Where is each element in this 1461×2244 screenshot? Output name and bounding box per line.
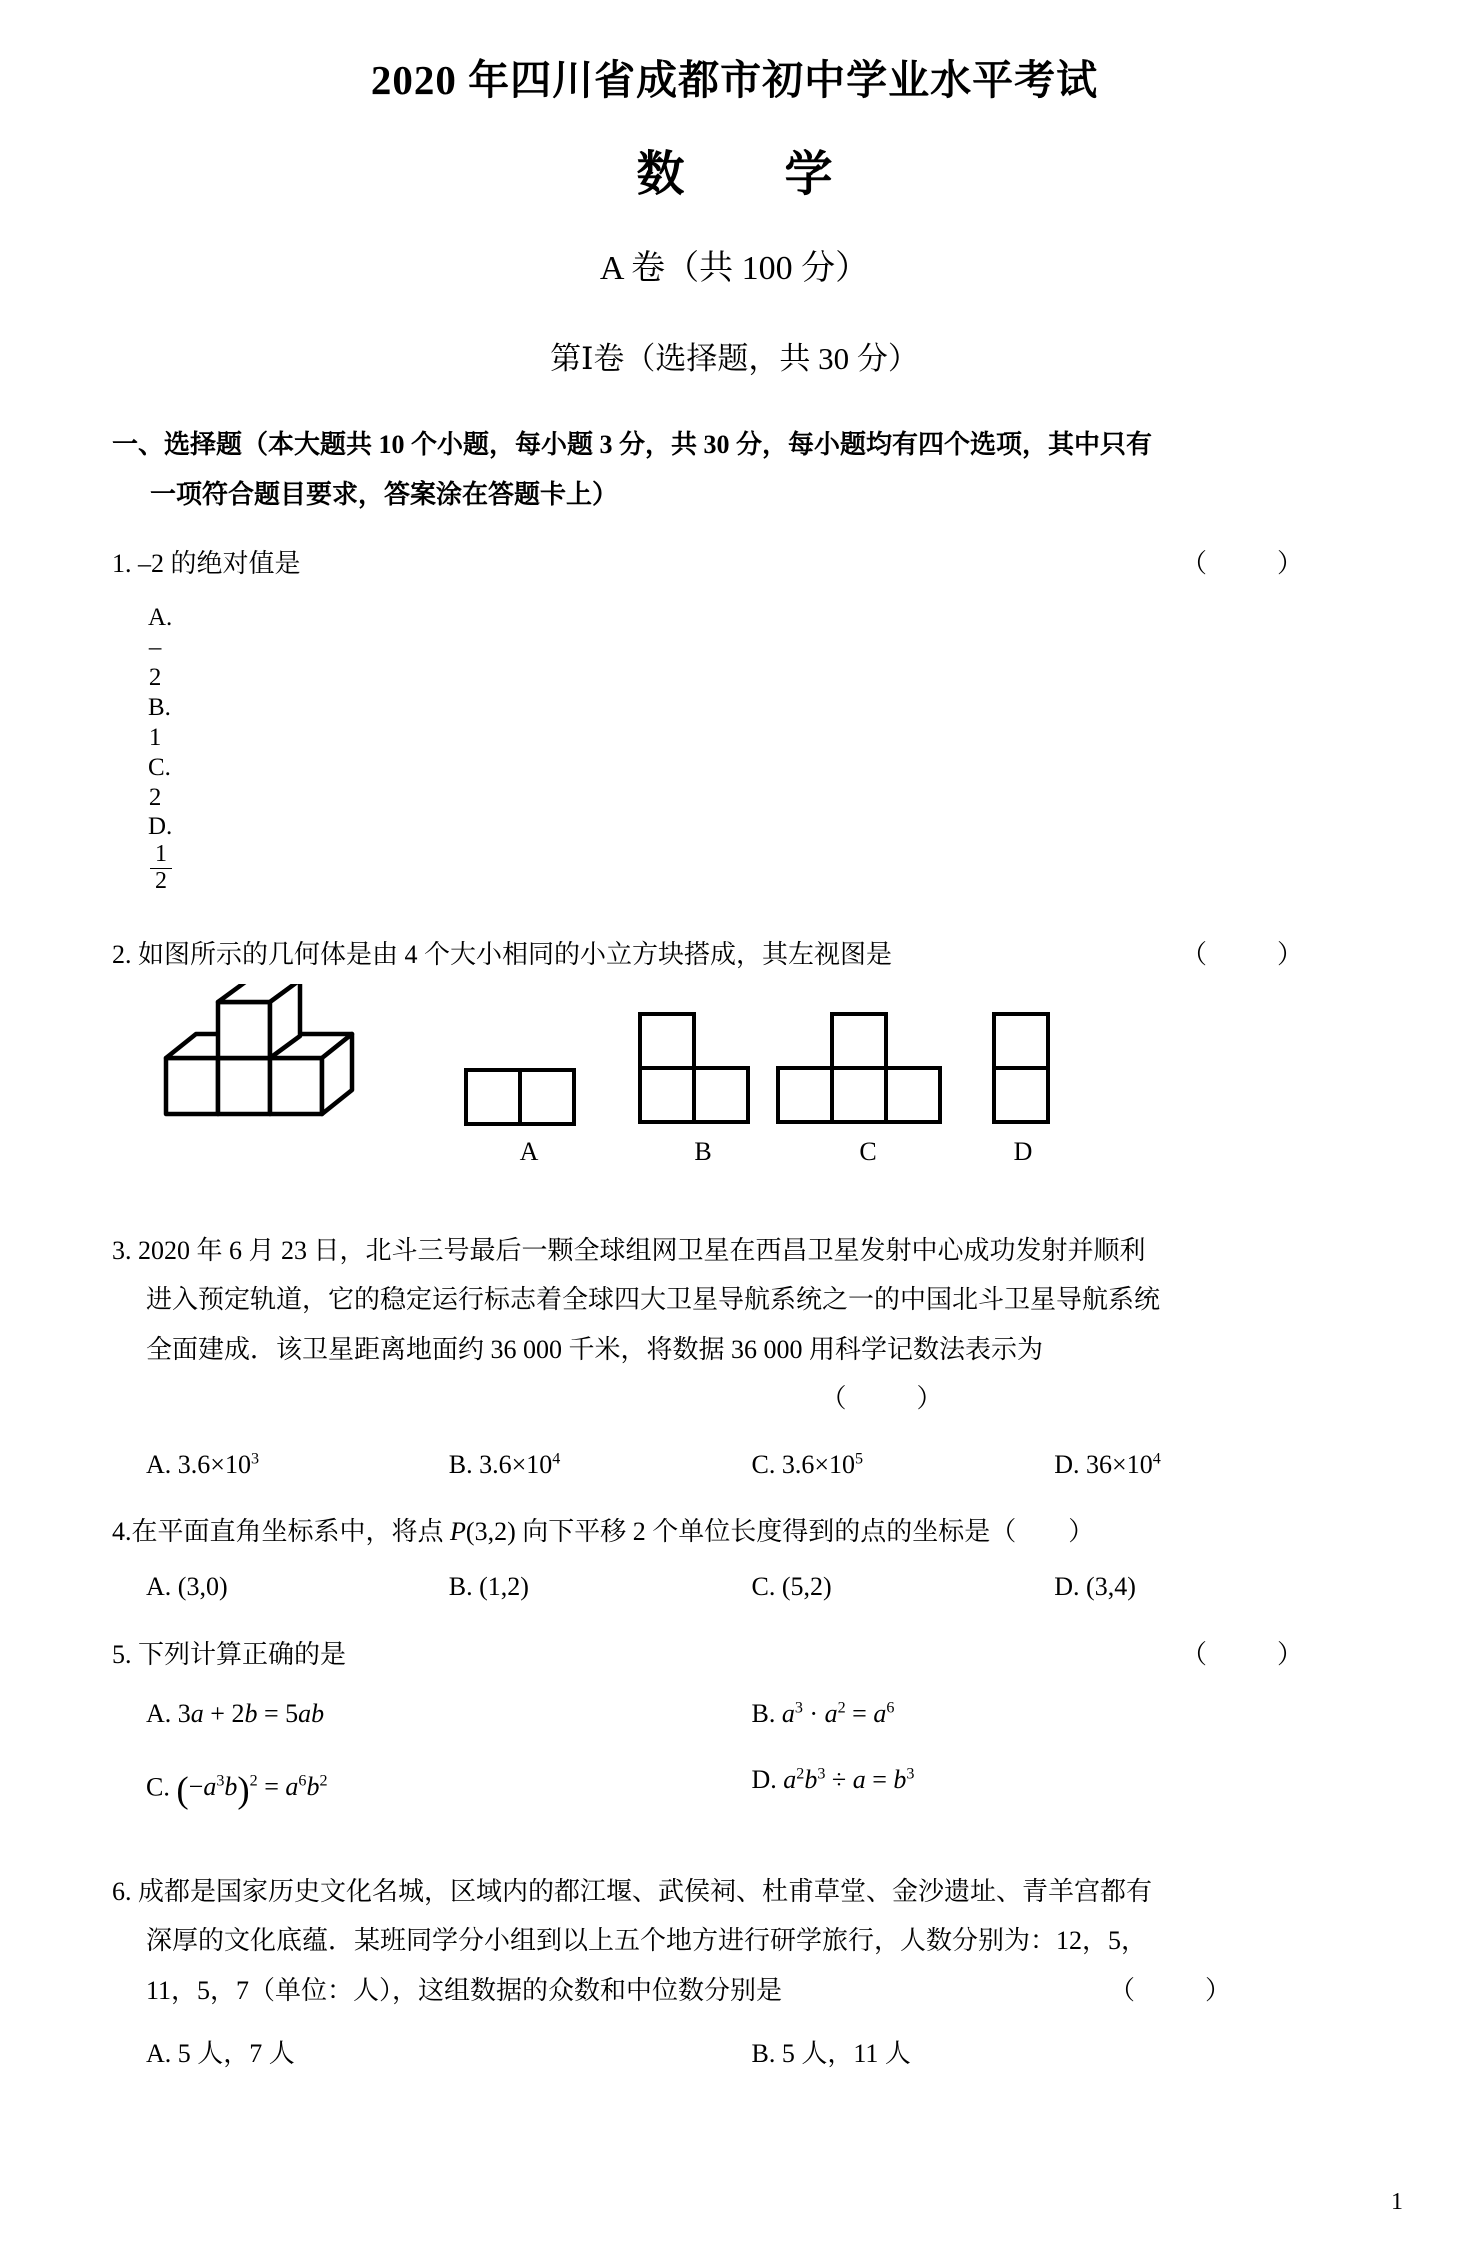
question-5-option-d[interactable] <box>752 1755 1358 1825</box>
square-cell <box>830 1012 888 1070</box>
question-6-option-a[interactable] <box>146 2029 752 2078</box>
question-2-number: 2. <box>112 939 132 969</box>
option-b-label: B. <box>448 1572 473 1602</box>
figure-label-b: B <box>694 1136 712 1166</box>
question-6-text-3: 11，5，7（单位：人），这组数据的众数和中位数分别是 <box>146 1975 783 2005</box>
section-instruction <box>112 420 1357 520</box>
question-1 <box>112 539 1357 903</box>
figure-label-c: C <box>859 1136 877 1166</box>
option-a-exponent: 3 <box>250 1449 260 1467</box>
figure-label-a: A <box>519 1136 539 1166</box>
option-a-label: A. <box>146 1572 172 1602</box>
question-5-options-row-1 <box>112 1689 1357 1738</box>
option-c-value: (5,2) <box>781 1572 832 1602</box>
page-content <box>112 0 1357 2078</box>
question-2-stem <box>112 930 1357 979</box>
question-1-option-b[interactable] <box>148 693 171 753</box>
square-cell <box>830 1066 888 1124</box>
option-c-value: 3.6×10 <box>781 1449 856 1479</box>
square-cell <box>776 1066 834 1124</box>
question-4-option-d[interactable] <box>1054 1562 1357 1611</box>
question-1-option-a[interactable] <box>148 603 173 693</box>
question-4-option-a[interactable] <box>146 1562 449 1611</box>
question-4 <box>112 1507 1357 1612</box>
square-cell <box>464 1068 522 1126</box>
option-b-value: (1,2) <box>479 1572 529 1602</box>
question-6-number: 6. <box>112 1876 132 1906</box>
option-c-label: C. <box>148 753 171 781</box>
fraction-numerator: 1 <box>155 841 167 868</box>
question-6-stem-line-1 <box>112 1867 1357 1916</box>
figure-option-b[interactable] <box>638 1012 768 1166</box>
question-3-number: 3. <box>112 1236 132 1266</box>
option-a-label: A. <box>146 1699 172 1729</box>
figure-solid-isometric <box>152 984 402 1150</box>
question-4-point-variable: P <box>450 1517 466 1547</box>
option-c-value: 2 <box>148 783 162 811</box>
option-a-label: A. <box>148 603 173 631</box>
option-b-label: B. <box>448 1449 473 1479</box>
option-a-value: –2 <box>148 633 162 691</box>
question-3-option-d[interactable] <box>1054 1440 1357 1489</box>
question-3 <box>112 1226 1357 1489</box>
cube-stack-svg <box>152 984 402 1134</box>
question-5-option-a[interactable] <box>146 1689 752 1738</box>
option-d-label: D. <box>1054 1449 1080 1479</box>
question-5-options-row-2 <box>112 1755 1357 1825</box>
option-c-expression: $(-a^3b)^2 = a^6b^2$ <box>176 1768 328 1810</box>
option-b-expression: $a^3 \cdot a^2 = a^6$ <box>781 1699 895 1729</box>
fraction-one-half <box>150 842 172 893</box>
question-1-options <box>114 603 205 894</box>
square-cell <box>638 1012 696 1070</box>
question-4-number: 4. <box>112 1517 132 1547</box>
option-d-label: D. <box>148 813 173 841</box>
question-3-option-b[interactable] <box>449 1440 752 1489</box>
option-a-value: (3,0) <box>177 1572 228 1602</box>
question-1-stem <box>112 539 1357 588</box>
question-3-answer-paren: （ ） <box>820 1384 949 1414</box>
question-2-answer-paren: （ ） <box>1180 939 1309 969</box>
question-3-stem-line-1 <box>112 1226 1357 1275</box>
question-6-stem-line-2: 深厚的文化底蕴．某班同学分小组到以上五个地方进行研学旅行，人数分别为：12，5， <box>146 1926 1148 1956</box>
question-6 <box>112 1867 1357 2079</box>
square-cell <box>992 1066 1050 1124</box>
question-1-option-d[interactable] <box>148 812 173 894</box>
question-6-option-b[interactable] <box>752 2029 1358 2078</box>
question-4-options <box>112 1562 1357 1611</box>
option-b-label: B. <box>751 1699 776 1729</box>
option-d-expression: $a^2b^3 \div a = b^3$ <box>783 1764 915 1794</box>
option-a-value: 5 人，7 人 <box>177 2038 295 2068</box>
question-3-option-a[interactable] <box>146 1440 449 1489</box>
option-b-label: B. <box>148 693 171 721</box>
paper-part-heading: A 卷（共 100 分） <box>599 250 870 288</box>
question-3-stem-line-3: 全面建成．该卫星距离地面约 36 000 千米，将数据 36 000 用科学记数法表示为 <box>146 1334 1044 1364</box>
figure-option-d[interactable] <box>992 1012 1054 1166</box>
option-a-label: A. <box>146 2038 172 2068</box>
option-d-label: D. <box>1054 1572 1080 1602</box>
question-2 <box>112 930 1357 1164</box>
question-1-answer-paren: （ ） <box>1180 549 1309 579</box>
question-6-text-1: 成都是国家历史文化名城，区域内的都江堰、武侯祠、杜甫草堂、金沙遗址、青羊宫都有 <box>138 1876 1153 1906</box>
option-c-label: C. <box>146 1771 170 1801</box>
option-a-label: A. <box>146 1449 172 1479</box>
question-3-options <box>112 1440 1357 1489</box>
question-4-text-b: (3,2) 向下平移 2 个单位长度得到的点的坐标是 <box>465 1517 991 1547</box>
question-4-answer-paren: （ ） <box>990 1517 1095 1547</box>
option-a-value: 3.6×10 <box>177 1449 251 1479</box>
question-5-number: 5. <box>112 1639 132 1669</box>
question-1-number: 1. <box>112 549 132 579</box>
question-5-option-b[interactable] <box>752 1689 1358 1738</box>
question-5-stem <box>112 1630 1357 1679</box>
option-d-value: 36×10 <box>1086 1449 1153 1479</box>
square-cell <box>638 1066 696 1124</box>
question-6-stem-line-3 <box>112 1966 1357 2015</box>
instruction-line-1: 一、选择题（本大题共 10 个小题，每小题 3 分，共 30 分，每小题均有四个选项，其中只有 <box>112 429 1153 459</box>
option-b-value: 3.6×10 <box>479 1449 553 1479</box>
question-5 <box>112 1630 1357 1825</box>
square-cell <box>884 1066 942 1124</box>
page-title: 2020 年四川省成都市初中学业水平考试 <box>370 57 1099 103</box>
figure-label-d: D <box>1013 1136 1033 1166</box>
instruction-line-2: 一项符合题目要求，答案涂在答题卡上） <box>150 479 619 509</box>
question-4-option-c[interactable] <box>752 1562 1055 1611</box>
question-3-text-1: 2020 年 6 月 23 日，北斗三号最后一颗全球组网卫星在西昌卫星发射中心成功发射并顺利 <box>138 1236 1146 1266</box>
figure-option-a[interactable] <box>464 1068 594 1166</box>
figure-option-c[interactable] <box>776 1012 960 1166</box>
fraction-denominator: 2 <box>150 868 172 894</box>
question-5-text: 下列计算正确的是 <box>138 1639 347 1669</box>
question-1-option-c[interactable] <box>148 753 171 813</box>
subject-title: 数 学 <box>636 148 859 202</box>
question-2-text: 如图所示的几何体是由 4 个大小相同的小立方块搭成，其左视图是 <box>138 939 893 969</box>
square-cell <box>518 1068 576 1126</box>
square-cell <box>992 1012 1050 1070</box>
option-a-expression: 3a + 2b = 5ab <box>177 1699 325 1729</box>
question-1-text: –2 的绝对值是 <box>138 549 301 579</box>
question-6-options <box>112 2029 1357 2078</box>
question-4-stem <box>112 1507 1357 1556</box>
section-part-heading: 第Ⅰ卷（选择题，共 30 分） <box>550 341 919 377</box>
option-c-label: C. <box>751 1572 776 1602</box>
option-c-label: C. <box>751 1449 776 1479</box>
option-b-exponent: 4 <box>552 1449 561 1467</box>
option-b-label: B. <box>751 2038 776 2068</box>
question-4-text-a: 在平面直角坐标系中，将点 <box>131 1517 451 1547</box>
question-3-option-c[interactable] <box>752 1440 1055 1489</box>
option-b-value: 5 人，11 人 <box>781 2038 911 2068</box>
question-3-stem-line-2: 进入预定轨道，它的稳定运行标志着全球四大卫星导航系统之一的中国北斗卫星导航系统 <box>146 1285 1161 1315</box>
option-d-label: D. <box>751 1764 777 1794</box>
option-d-exponent: 4 <box>1152 1449 1161 1467</box>
page-number: 1 <box>1391 2189 1403 2215</box>
square-cell <box>692 1066 750 1124</box>
question-2-figures <box>112 989 1357 1164</box>
option-c-exponent: 5 <box>855 1449 864 1467</box>
question-5-option-c[interactable] <box>146 1755 752 1825</box>
question-4-option-b[interactable] <box>449 1562 752 1611</box>
option-d-value: (3,4) <box>1086 1572 1136 1602</box>
question-5-answer-paren: （ ） <box>1180 1639 1309 1669</box>
question-6-answer-paren: （ ） <box>1108 1975 1237 2005</box>
option-b-value: 1 <box>148 723 162 751</box>
